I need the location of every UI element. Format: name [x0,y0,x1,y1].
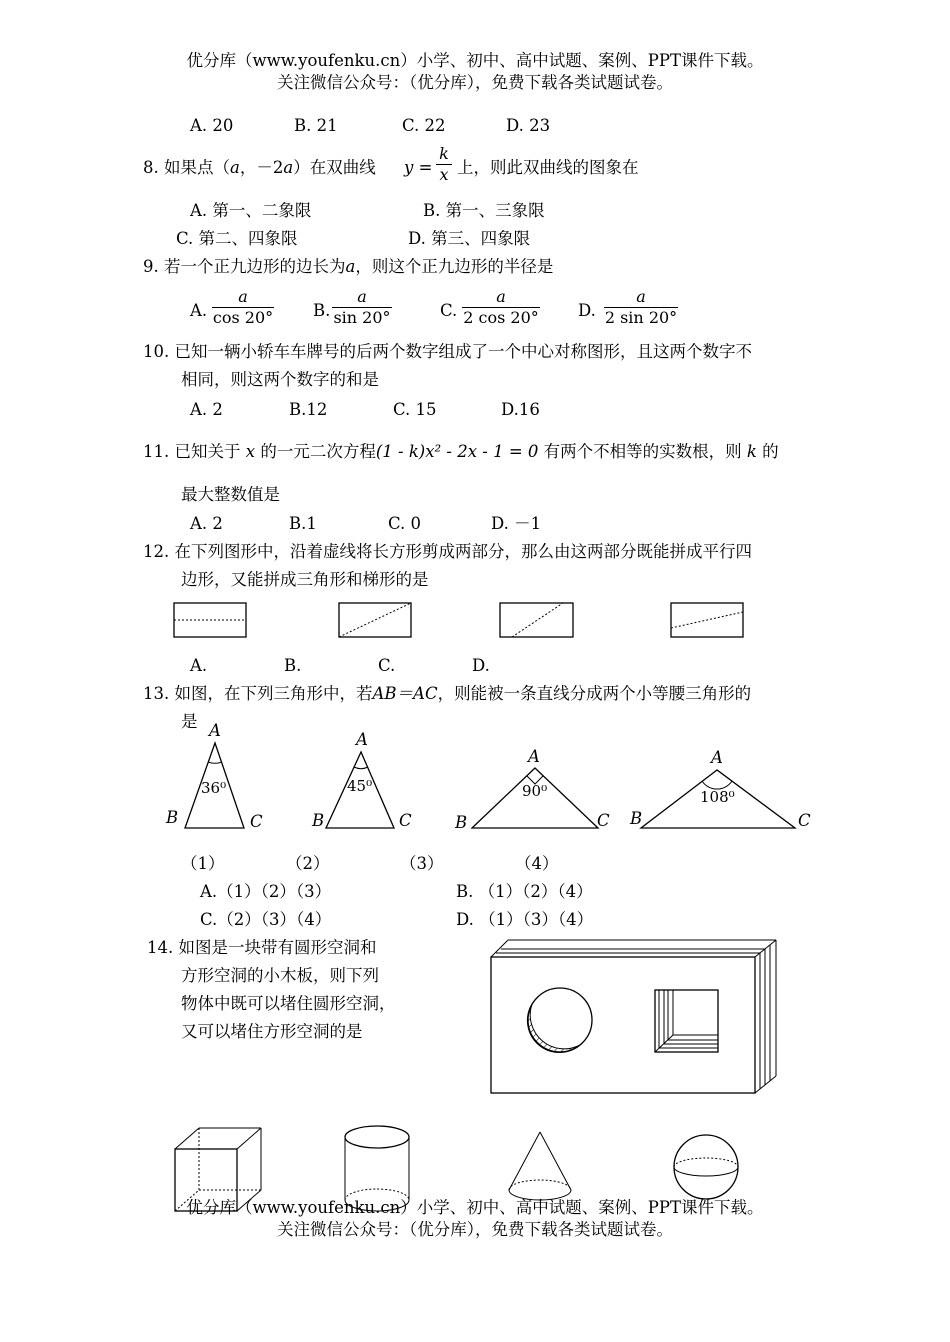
q8-stem-a: 8. 如果点（ [143,158,230,177]
q12-label-c: C. [378,656,396,675]
tri2-angle: 45⁰ [347,777,373,795]
q12-line-1: 12. 在下列图形中，沿着虚线将长方形剪成两部分，那么由这两部分既能拼成平行四 [143,542,752,561]
q13-line-2: 是 [181,712,198,731]
q8-option-c: C. 第二、四象限 [176,229,298,248]
q9-den-b: sin 20° [333,308,391,327]
tri4-left-label: B [630,809,643,828]
q8-stem-d: 上，则此双曲线的图象在 [457,158,639,177]
q13-triangle-1 [185,743,244,828]
tri4-angle: 108⁰ [700,788,735,806]
q13-triangle-3 [472,768,598,828]
tri3-left-label: B [455,813,468,832]
tri1-apex-label: A [209,721,221,740]
q14-round-hole [527,988,592,1052]
q13-option-a: A.（1）（2）（3） [200,882,332,901]
q11-stem-a: 11. 已知关于 [143,442,241,461]
q9-num-a: a [238,287,248,306]
q9-stem-a: 9. 若一个正九边形的边长为 [143,257,346,276]
q11-option-a: A. 2 [190,514,223,533]
q10-line-2: 相同，则这两个数字的和是 [181,370,379,389]
q12-label-a: A. [190,656,208,675]
tri4-right-label: C [798,811,811,830]
q9-den-a: cos 20° [212,308,274,327]
q14-line-3: 物体中既可以堵住圆形空洞， [181,994,396,1013]
q8-eq-lhs: y = [404,158,433,177]
q8-stem-c: ）在双曲线 [293,158,376,177]
q11-equation: (1 - k)x² - 2x - 1 = 0 [375,442,539,461]
tri2-caption: （2） [286,854,330,873]
q11-var-x: x [245,442,256,461]
tri2-left-label: B [312,811,325,830]
q13-stem-a: 13. 如图，在下列三角形中，若 [143,684,373,703]
q13-option-b: B. （1）（2）（4） [456,882,593,901]
q11-line-2: 最大整数值是 [181,485,280,504]
q12-rect-d [671,603,743,637]
q7-option-c: C. 22 [402,116,446,135]
q13-stem-b: ，则能被一条直线分成两个小等腰三角形的 [437,684,752,703]
tri2-right-label: C [399,811,412,830]
q14-sphere [674,1135,738,1199]
q13-triangle-2 [326,752,394,828]
tri3-apex-label: A [528,747,540,766]
q13-triangle-4 [641,770,795,828]
q11-stem-d: 的 [762,442,779,461]
q8-var-a2: a [283,158,294,177]
q14-board [491,940,776,1093]
q10-option-a: A. 2 [190,400,223,419]
q8-stem-b: ，－2 [239,158,284,177]
q12-label-d: D. [472,656,490,675]
q11-option-c: C. 0 [388,514,422,533]
q10-line-1: 10. 已知一辆小轿车车牌号的后两个数字组成了一个中心对称图形，且这两个数字不 [143,342,752,361]
q9-num-c: a [496,287,506,306]
q14-line-1: 14. 如图是一块带有圆形空洞和 [147,938,377,957]
q12-line-2: 边形，又能拼成三角形和梯形的是 [181,570,429,589]
q8-option-a: A. 第一、二象限 [190,201,312,220]
q7-option-a: A. 20 [190,116,234,135]
tri2-apex-label: A [356,730,368,749]
q10-option-c: C. 15 [393,400,437,419]
q10-option-d: D.16 [501,400,540,419]
tri4-caption: （4） [515,854,559,873]
tri1-right-label: C [250,812,263,831]
q7-option-d: D. 23 [506,116,551,135]
q14-line-2: 方形空洞的小木板，则下列 [181,966,379,985]
q11-var-k: k [746,442,757,461]
q11-stem-c: 有两个不相等的实数根，则 [543,442,742,461]
q14-cone [509,1132,571,1200]
q14-square-hole [655,990,718,1052]
tri4-apex-label: A [711,748,723,767]
q11-stem-b: 的一元二次方程 [260,442,376,461]
q9-num-d: a [636,287,646,306]
tri3-right-label: C [597,811,610,830]
q9-stem-end: ，则这个正九边形的半径是 [355,257,554,276]
tri1-caption: （1） [181,854,225,873]
q9-num-b: a [357,287,367,306]
q12-label-b: B. [284,656,302,675]
q8-var-a: a [230,158,240,177]
q13-cond: AB＝AC [372,684,438,703]
header-line-2: 关注微信公众号：（优分库），免费下载各类试题试卷。 [277,73,673,92]
tri3-angle: 90⁰ [522,782,548,800]
tri1-angle: 36⁰ [201,779,227,797]
q11-option-d: D. －1 [491,514,542,533]
tri1-left-label: B [166,808,179,827]
q9-var: a [345,257,356,276]
q7-option-b: B. 21 [294,116,338,135]
footer-line-1: 优分库（www.youfenku.cn）小学、初中、高中试题、案例、PPT课件下载。 [186,1198,764,1217]
q12-rect-b [339,603,411,637]
q8-frac-num: k [439,144,449,163]
q13-option-c: C.（2）（3）（4） [200,910,332,929]
q9-den-d: 2 sin 20° [604,308,678,327]
q9-label-d: D. [578,301,596,320]
header-line-1: 优分库（www.youfenku.cn）小学、初中、高中试题、案例、PPT课件下载。 [186,51,764,70]
q8-frac-den: x [439,165,449,184]
q9-label-a: A. [190,301,208,320]
q12-rect-c [500,603,573,637]
footer-line-2: 关注微信公众号：（优分库），免费下载各类试题试卷。 [277,1220,673,1239]
q8-option-d: D. 第三、四象限 [408,229,531,248]
q13-option-d: D. （1）（3）（4） [456,910,594,929]
q9-label-c: C. [440,301,458,320]
q11-option-b: B.1 [289,514,317,533]
q12-rect-a [174,603,246,637]
q9-label-b: B. [313,301,331,320]
tri3-caption: （3） [400,854,444,873]
q8-option-b: B. 第一、三象限 [423,201,545,220]
q9-den-c: 2 cos 20° [463,308,539,327]
q14-line-4: 又可以堵住方形空洞的是 [181,1022,363,1041]
q10-option-b: B.12 [289,400,328,419]
